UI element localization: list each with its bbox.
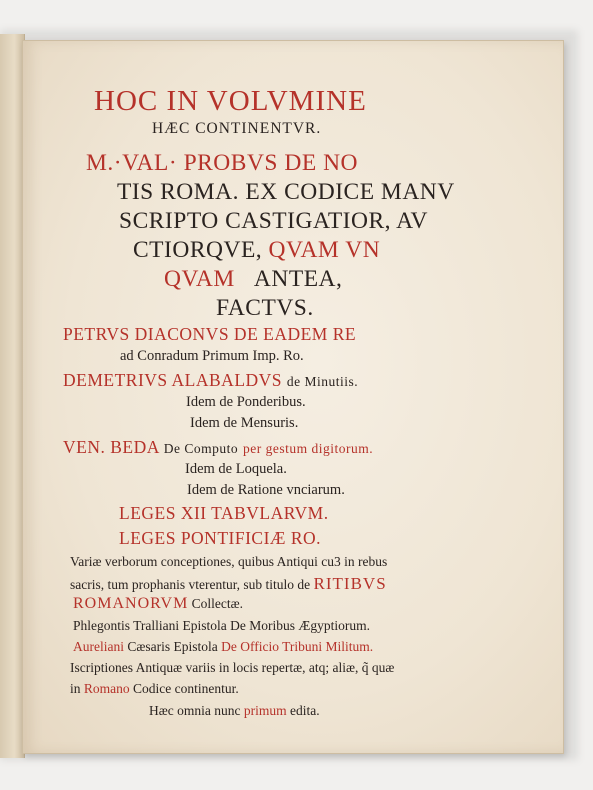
probus-line-5 (164, 266, 342, 293)
beda-line (63, 437, 373, 458)
variae-line-2a: sacris, tum prophanis vterentur, sub titulo de (70, 577, 314, 592)
leges-line-1: LEGES XII TABVLARVM. (119, 503, 329, 523)
variae-line-3 (73, 595, 243, 613)
probus-line-1: M.·VAL· PROBVS DE NO (86, 150, 359, 176)
probus-line-4 (133, 237, 380, 264)
aureliani-b: Cæsaris Epistola (123, 639, 222, 654)
phlegontis-line: Phlegontis Tralliani Epistola De Moribus Ægyptiorum. (73, 618, 371, 633)
variae-line-2 (70, 574, 387, 594)
variae-line-2b: RITIBVS (313, 574, 387, 593)
beda-heading: VEN. BEDA (63, 437, 159, 457)
closing-c: edita. (286, 703, 320, 718)
beda-text: De Computo (163, 441, 239, 456)
beda-red-text: per gestum digitorum. (243, 441, 374, 456)
closing-b: primum (243, 703, 287, 718)
beda-item-1: Idem de Loquela. (185, 461, 287, 477)
probus-line-6: FACTVS. (216, 295, 314, 321)
closing-line (149, 703, 320, 719)
demetrius-line (63, 370, 358, 391)
inscriptiones-line-2c: Codice continentur. (129, 681, 239, 696)
demetrius-heading: DEMETRIVS ALABALDVS (63, 370, 283, 390)
probus-line-4a: CTIORQVE, (133, 237, 269, 263)
petrus-line-2: ad Conradum Primum Imp. Ro. (120, 348, 304, 364)
probus-line-2: TIS ROMA. EX CODICE MANV (117, 179, 455, 205)
variae-line-3a: ROMANORVM (73, 595, 189, 612)
beda-item-2: Idem de Ratione vnciarum. (187, 482, 345, 498)
title-line-2: HÆC CONTINENTVR. (152, 120, 322, 137)
inscriptiones-line-2b: Romano (83, 681, 130, 696)
petrus-heading: PETRVS DIACONVS DE EADEM RE (63, 324, 357, 344)
inscriptiones-line-2 (70, 681, 239, 697)
demetrius-item-1: Idem de Ponderibus. (186, 394, 306, 410)
inscriptiones-line-2a: in (70, 681, 84, 696)
closing-a: Hæc omnia nunc (149, 703, 244, 718)
variae-line-1: Variæ verborum conceptiones, quibus Antiqui cu3 in rebus (70, 554, 388, 569)
variae-line-3b: Collectæ. (188, 596, 244, 611)
demetrius-item-2: Idem de Mensuris. (190, 415, 299, 431)
aureliani-a: Aureliani (73, 639, 124, 654)
probus-line-5b: ANTEA, (253, 266, 343, 292)
leges-line-2: LEGES PONTIFICIÆ RO. (119, 528, 322, 548)
probus-line-3: SCRIPTO CASTIGATIOR, AV (119, 208, 429, 234)
title-line-1: HOC IN VOLVMINE (94, 85, 367, 117)
demetrius-tail: de Minutiis. (286, 374, 359, 389)
aureliani-line (73, 639, 373, 655)
probus-line-4b: QVAM VN (268, 237, 381, 263)
inscriptiones-line-1: Iscriptiones Antiquæ variis in locis repertæ, atq; aliæ, q̃ quæ (70, 660, 395, 675)
title-page (22, 40, 564, 754)
probus-line-5a: QVAM (164, 266, 235, 292)
aureliani-c: De Officio Tribuni Militum. (221, 639, 374, 654)
